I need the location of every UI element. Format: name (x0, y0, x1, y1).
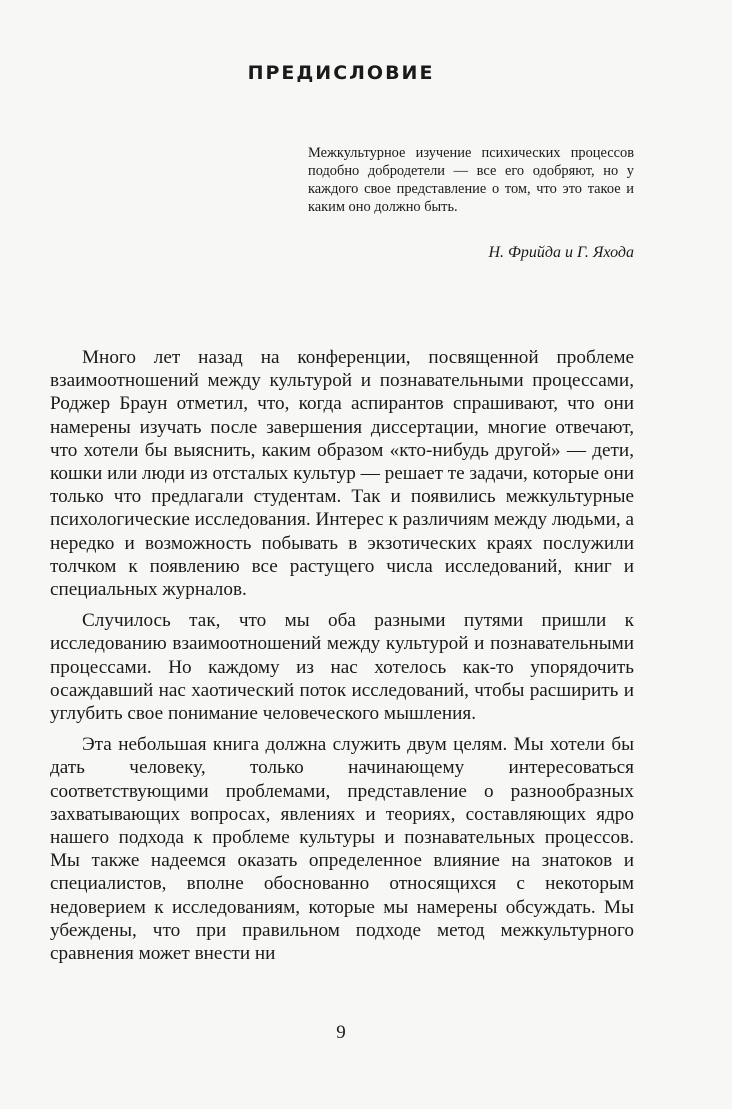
page-number: 9 (336, 1022, 346, 1043)
epigraph-author: Н. Фрийда и Г. Яхода (488, 244, 634, 261)
epigraph-text: Межкультурное изучение психических процессов подобно добродетели — все его одобряют, но у каждого свое представление о том, что это такое и каким оно должно быть. (308, 145, 634, 215)
body-text (50, 346, 634, 973)
paragraph-1: Много лет назад на конференции, посвященной проблеме взаимоотношений между культурой и познавательными процессами, Роджер Браун отметил, что, когда аспирантов спрашивают, что они намерены изучать после завершения диссертации, многие отвечают, что хотели бы выяснить, каким образом «кто-нибудь другой» — дети, кошки или люди из отсталых культур — решает те задачи, которые они только что предлагали студентам. Так и появились межкультурные психологические исследования. Интерес к различиям между людьми, а нередко и возможность побывать в экзотических краях послужили толчком к появлению все растущего числа исследований, книг и специальных журналов. (50, 347, 634, 601)
paragraph-3: Эта небольшая книга должна служить двум целям. Мы хотели бы дать человеку, только начинающему интересоваться соответствующими проблемами, представление о разнообразных захватывающих вопросах, явлениях и теориях, составляющих ядро нашего подхода к проблеме культуры и познавательных процессов. Мы также надеемся оказать определенное влияние на знатоков и специалистов, вполне обоснованно относящихся с некоторым недоверием к исследованиям, которые мы намерены обсуждать. Мы убеждены, что при правильном подходе метод межкультурного сравнения может внести ни (50, 734, 634, 965)
paragraph-2: Случилось так, что мы оба разными путями пришли к исследованию взаимоотношений между культурой и познавательными процессами. Но каждому из нас хотелось как-то упорядочить осаждавший нас хаотический поток исследований, чтобы расширить и углубить свое понимание человеческого мышления. (50, 610, 634, 725)
page-title: ПРЕДИСЛОВИЕ (247, 62, 435, 84)
